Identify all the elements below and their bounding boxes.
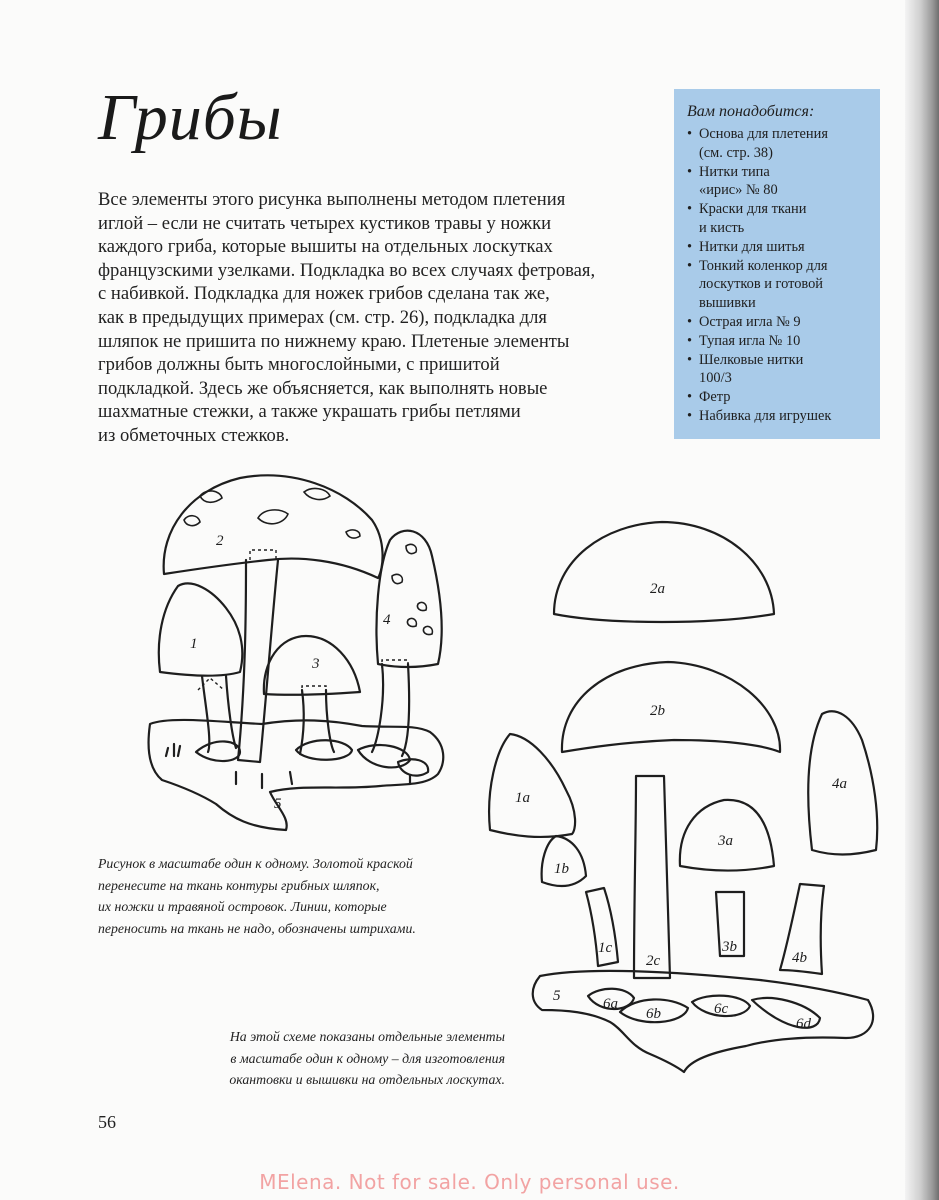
fig2-label-2b: 2b (650, 703, 665, 719)
fig2-label-6c: 6c (714, 1001, 729, 1017)
materials-item-line: 100/3 (699, 370, 732, 387)
materials-item-line: Острая игла № 9 (699, 313, 801, 330)
fig2-label-6a: 6a (603, 996, 618, 1012)
fig2-label-6b: 6b (646, 1006, 661, 1022)
figure2-caption (180, 1026, 505, 1091)
materials-item-line: Тонкий коленкор для (699, 257, 828, 274)
bullet-icon: • (687, 126, 693, 142)
intro-line: иглой – если не считать четырех кустиков травы у ножки (98, 212, 552, 234)
fig2-label-3a: 3a (718, 833, 733, 849)
fig2-label-4b: 4b (792, 950, 807, 966)
shape-2a-outline (554, 522, 774, 622)
fig2-label-2c: 2c (646, 953, 661, 969)
materials-item-line: «ирис» № 80 (699, 182, 778, 199)
fig1-label-4: 4 (383, 612, 391, 628)
materials-item-line: (см. стр. 38) (699, 144, 773, 161)
fig2-label-3b: 3b (722, 939, 737, 955)
materials-item-line: лоскутков и готовой (699, 276, 823, 293)
materials-item-line: Основа для плетения (699, 126, 828, 142)
fig2-label-1c: 1c (598, 940, 613, 956)
intro-line: подкладкой. Здесь же объясняется, как выполнять новые (98, 377, 548, 399)
intro-line: французскими узелками. Подкладка во всех случаях фетровая, (98, 259, 596, 281)
bullet-icon: • (687, 313, 693, 330)
materials-item-line: Шелковые нитки (699, 351, 804, 368)
page-title: Грибы (98, 81, 283, 154)
shape-2b-outline (562, 662, 780, 752)
fig2-label-6d: 6d (796, 1016, 811, 1032)
figure1-caption-line: их ножки и травяной островок. Линии, которые (98, 899, 387, 915)
intro-line: с набивкой. Подкладка для ножек грибов сделана так же, (98, 283, 550, 305)
materials-item-line: вышивки (699, 295, 756, 312)
intro-line: из обметочных стежков. (98, 424, 290, 446)
figure2-caption-line: в масштабе один к одному – для изготовления (230, 1050, 505, 1066)
figure2-caption-line: окантовки и вышивки на отдельных лоскутах. (229, 1072, 505, 1088)
figure1-caption-line: переносить на ткань не надо, обозначены штрихами. (98, 920, 416, 936)
figure1-caption (98, 853, 478, 939)
figure2-caption-line: На этой схеме показаны отдельные элементы (229, 1029, 505, 1044)
materials-item-line: Тупая игла № 10 (699, 332, 801, 349)
bullet-icon: • (687, 351, 693, 368)
bullet-icon: • (687, 163, 693, 180)
page-number: 56 (98, 1112, 116, 1132)
fig2-label-5: 5 (553, 988, 561, 1004)
intro-line: как в предыдущих примерах (см. стр. 26), подкладка для (98, 306, 547, 328)
materials-item-line: Фетр (699, 389, 731, 406)
shape-5-outline (533, 971, 873, 1072)
materials-heading: Вам понадобится: (687, 103, 815, 120)
materials-item-line: и кисть (699, 219, 745, 236)
intro-line: каждого гриба, которые вышиты на отдельных лоскутках (98, 236, 553, 258)
figure1-caption-line: Рисунок в масштабе один к одному. Золотой краской (98, 856, 413, 871)
intro-line: Все элементы этого рисунка выполнены методом плетения (98, 189, 566, 210)
bullet-icon: • (687, 238, 693, 255)
fig1-label-5: 5 (274, 796, 282, 812)
fig2-label-2a: 2a (650, 581, 665, 597)
shape-2c-outline (634, 776, 670, 978)
fig2-label-1a: 1a (515, 790, 530, 806)
bullet-icon: • (687, 332, 693, 349)
materials-item-line: Набивка для игрушек (699, 407, 832, 424)
bullet-icon: • (687, 257, 693, 274)
bullet-icon: • (687, 389, 693, 406)
fig1-label-3: 3 (312, 656, 320, 672)
materials-item-line: Краски для ткани (699, 201, 807, 218)
fig1-label-1: 1 (190, 636, 198, 652)
fig2-label-1b: 1b (554, 861, 569, 877)
materials-item-line: Нитки для шитья (699, 238, 805, 255)
fig1-label-2: 2 (216, 533, 224, 549)
intro-line: шляпок не пришита по нижнему краю. Плетеные элементы (98, 330, 570, 352)
intro-line: шахматные стежки, а также украшать грибы петлями (98, 401, 521, 423)
watermark-text: MElena. Not for sale. Only personal use. (259, 1170, 680, 1194)
figure1-caption-line: перенесите на ткань контуры грибных шляпок, (98, 877, 380, 893)
bullet-icon: • (687, 407, 693, 424)
intro-line: грибов должны быть многослойными, с пришитой (98, 354, 500, 376)
bullet-icon: • (687, 201, 693, 218)
fig2-label-4a: 4a (832, 776, 847, 792)
materials-item-line: Нитки типа (699, 163, 770, 180)
